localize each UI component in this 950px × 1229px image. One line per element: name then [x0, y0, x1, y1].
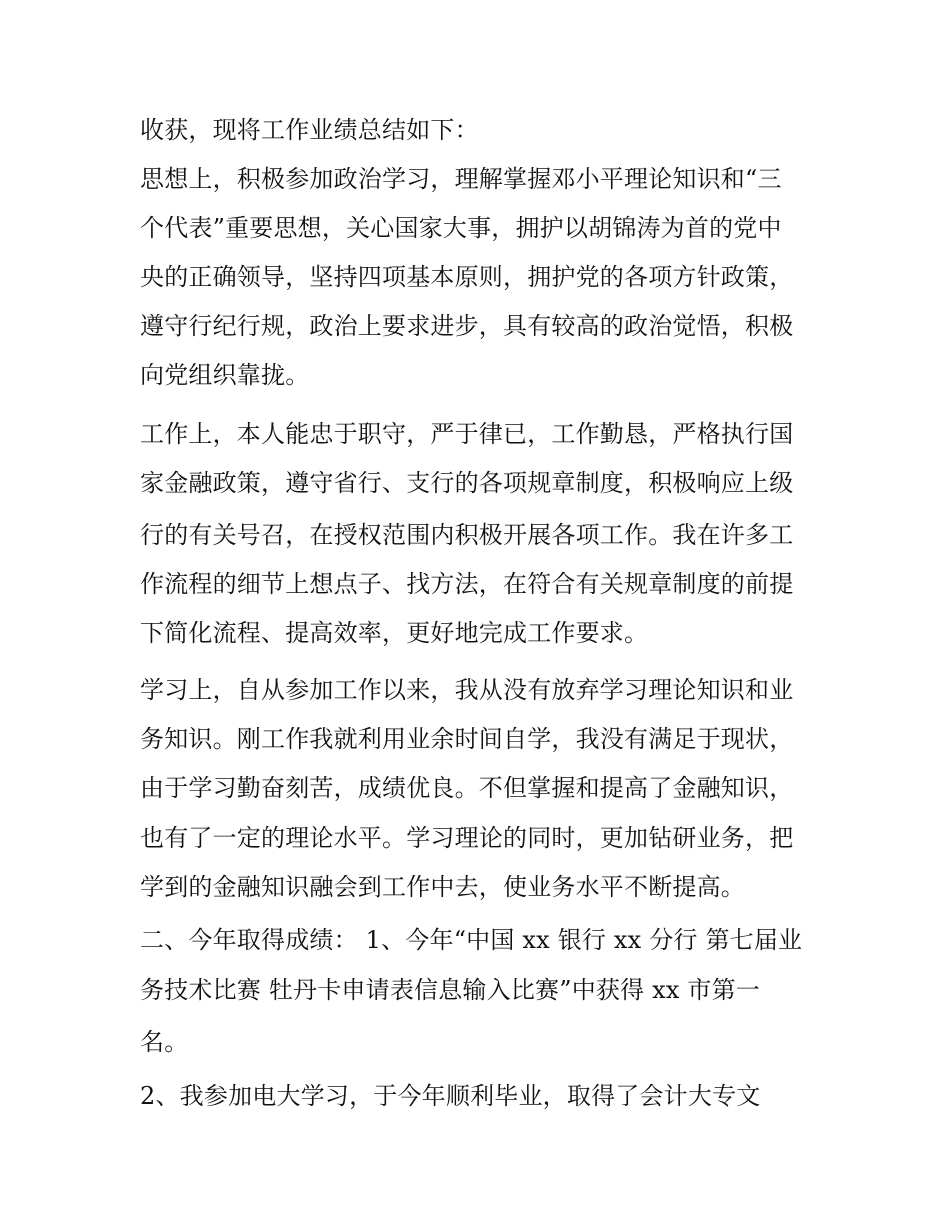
paragraph-line: 学习上，自从参加工作以来，我从没有放弃学习理论知识和业 — [140, 676, 794, 704]
paragraph-line: 名。 — [140, 1028, 189, 1056]
paragraph-line: 学到的金融知识融会到工作中去，使业务水平不断提高。 — [140, 873, 745, 901]
paragraph-line: 收获，现将工作业绩总结如下： — [140, 116, 479, 144]
paragraph-line: 遵守行纪行规，政治上要求进步，具有较高的政治觉悟，积极 — [140, 312, 794, 340]
paragraph-line: 务知识。刚工作我就利用业余时间自学，我没有满足于现状， — [140, 725, 794, 753]
paragraph-line: 个代表”重要思想，关心国家大事，拥护以胡锦涛为首的党中 — [140, 214, 782, 242]
paragraph-line: 也有了一定的理论水平。学习理论的同时，更加钻研业务，把 — [140, 824, 794, 852]
paragraph-line: 由于学习勤奋刻苦，成绩优良。不但掌握和提高了金融知识， — [140, 774, 794, 802]
paragraph-line: 向党组织靠拢。 — [140, 361, 310, 389]
paragraph-line: 务技术比赛 牡丹卡申请表信息输入比赛”中获得 xx 市第一 — [140, 976, 761, 1004]
paragraph-line: 行的有关号召，在授权范围内积极开展各项工作。我在许多工 — [140, 521, 794, 549]
paragraph-line: 思想上，积极参加政治学习，理解掌握邓小平理论知识和“三 — [140, 165, 782, 193]
paragraph-line: 央的正确领导，坚持四项基本原则，拥护党的各项方针政策， — [140, 263, 794, 291]
paragraph-line: 2、我参加电大学习，于今年顺利毕业，取得了会计大专文 — [140, 1082, 761, 1110]
paragraph-line: 工作上，本人能忠于职守，严于律已，工作勤恳，严格执行国 — [140, 420, 794, 448]
paragraph-line: 二、今年取得成绩： 1、今年“中国 xx 银行 xx 分行 第七届业 — [140, 926, 803, 954]
paragraph-line: 作流程的细节上想点子、找方法，在符合有关规章制度的前提 — [140, 570, 794, 598]
paragraph-line: 家金融政策，遵守省行、支行的各项规章制度，积极响应上级 — [140, 469, 794, 497]
paragraph-line: 下简化流程、提高效率，更好地完成工作要求。 — [140, 619, 649, 647]
